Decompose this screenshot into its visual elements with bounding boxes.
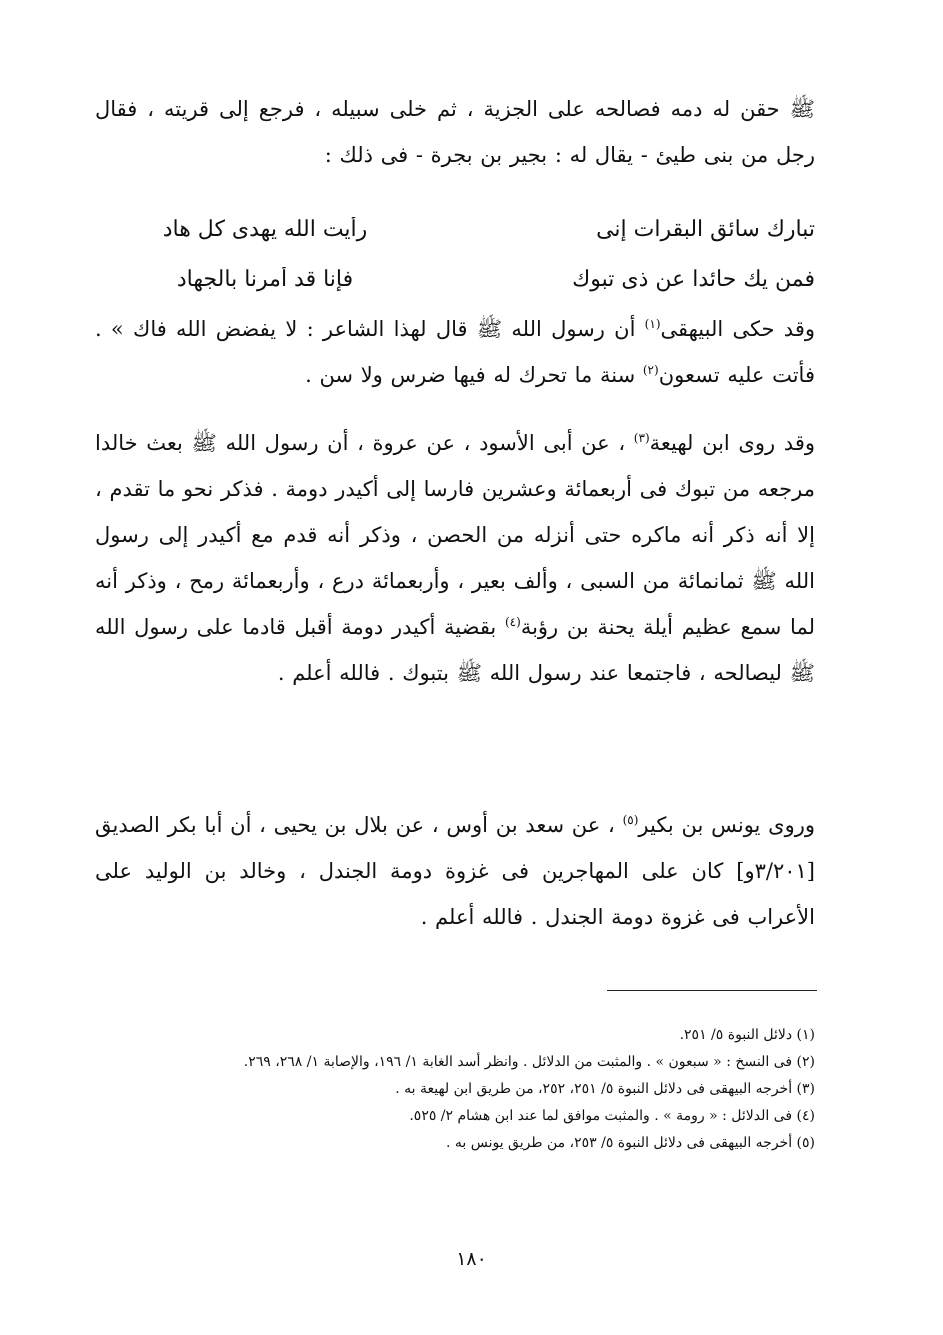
footnotes: [95, 1022, 815, 1157]
paragraph-1: [95, 86, 815, 178]
footnote-ref-4[interactable]: (٤): [504, 615, 521, 629]
footnote-4: (٤) فى الدلائل : « رومة » . والمثبت موافق لما عند ابن هشام ٢/ ٥٢٥.: [409, 1108, 815, 1124]
paragraph-4: [95, 802, 815, 940]
footnote-ref-5[interactable]: (٥): [622, 813, 639, 827]
footnote-2: (٢) فى النسخ : « سبعون » . والمثبت من الدلائل . وانظر أسد الغابة ١/ ١٩٦، والإصابة ١/ ٢٦٨، ٢٦٩.: [243, 1054, 815, 1070]
verse-2-first-hemistich: فمن يك حائدا عن ذى تبوك: [572, 266, 815, 292]
poem-verses: [95, 204, 815, 304]
footnote-separator: [607, 990, 817, 991]
verse-2-second-hemistich: فإنا قد أمرنا بالجهاد: [176, 266, 354, 292]
footnote-5: (٥) أخرجه البيهقى فى دلائل النبوة ٥/ ٢٥٣، من طريق يونس به .: [445, 1135, 815, 1151]
paragraph-3-text-middle: ، عن أبى الأسود ، عن عروة ، أن رسول الله ﷺ بعث خالدا مرجعه من تبوك فى أربعمائة وعشرين فارسا إلى أكيدر دومة . فذكر نحو ما تقدم ، إلا أنه ذكر أنه ماكره حتى أنزله من الحصن ، وذكر أنه قدم مع أكيدر إلى رسول الله ﷺ ثمانمائة من السبى ، وألف بعير ، وأربعمائة درع ، وأربعمائة رمح ، وذكر أنه لما سمع عظيم أيلة يحنة بن رؤبة: [95, 431, 815, 639]
paragraph-2-text-middle: أن رسول الله ﷺ قال لهذا الشاعر : لا يفضض الله فاك » . فأتت عليه تسعون: [95, 317, 815, 387]
footnote-ref-2[interactable]: (٢): [642, 363, 659, 377]
page-number: ١٨٠: [456, 1248, 487, 1270]
paragraph-4-text-start: وروى يونس بن بكير: [638, 813, 815, 837]
paragraph-3-text-end: بقضية أكيدر دومة أقبل قادما على رسول الله ﷺ ليصالحه ، فاجتمعا عند رسول الله ﷺ بتبوك . فالله أعلم .: [95, 615, 815, 685]
verse-1-first-hemistich: تبارك سائق البقرات إنى: [596, 216, 815, 242]
footnote-ref-3[interactable]: (٣): [633, 431, 650, 445]
footnote-1: (١) دلائل النبوة ٥/ ٢٥١.: [679, 1027, 815, 1043]
paragraph-3: [95, 420, 815, 696]
footnote-ref-1[interactable]: (١): [644, 317, 661, 331]
paragraph-2: [95, 306, 815, 398]
verse-line-1: [95, 204, 815, 254]
paragraph-4-text-end: ، عن سعد بن أوس ، عن بلال بن يحيى ، أن أبا بكر الصديق [٣/٢٠١و] كان على المهاجرين فى غزوة دومة الجندل ، وخالد بن الوليد على الأعراب فى غزوة دومة الجندل . فالله أعلم .: [95, 813, 815, 929]
paragraph-2-text-end: سنة ما تحرك له فيها ضرس ولا سن .: [305, 363, 643, 387]
footnote-3: (٣) أخرجه البيهقى فى دلائل النبوة ٥/ ٢٥١، ٢٥٢، من طريق ابن لهيعة به .: [395, 1081, 815, 1097]
paragraph-2-text-start: وقد حكى البيهقى: [660, 317, 815, 341]
verse-line-2: [95, 254, 815, 304]
paragraph-1-text: ﷺ حقن له دمه فصالحه على الجزية ، ثم خلى سبيله ، فرجع إلى قريته ، فقال رجل من بنى طيئ - يقال له : بجير بن بجرة - فى ذلك :: [95, 97, 815, 167]
paragraph-3-text-start: وقد روى ابن لهيعة: [649, 431, 815, 455]
verse-1-second-hemistich: رأيت الله يهدى كل هاد: [162, 216, 368, 242]
